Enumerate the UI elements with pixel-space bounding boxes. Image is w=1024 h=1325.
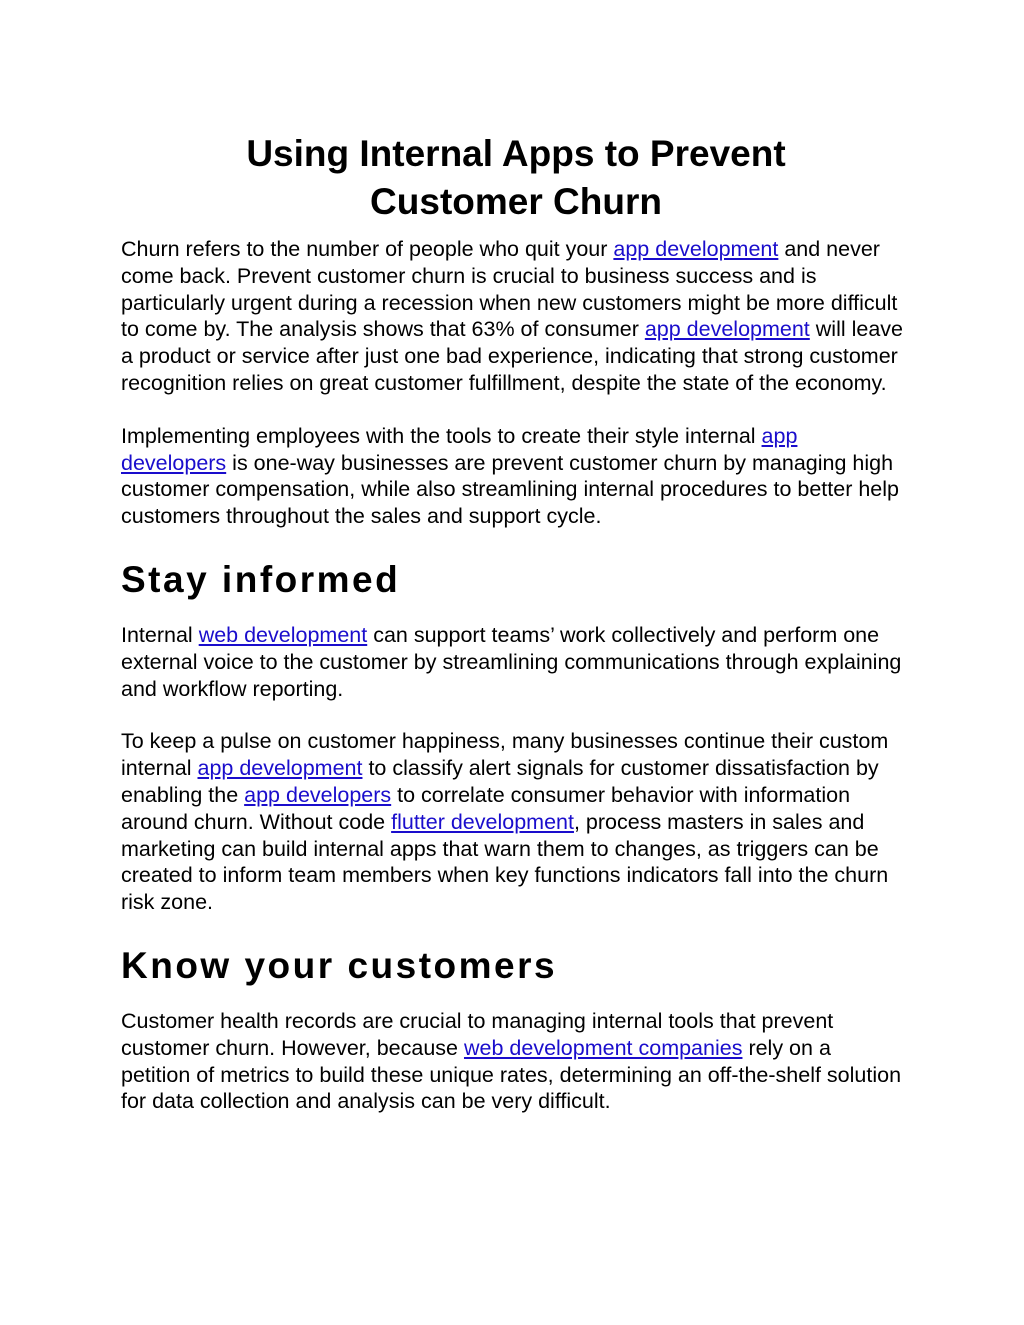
document-title <box>121 130 905 226</box>
text-run: can support teams’ work collectively and perform one external voice to the customer by streamlining communications through explaining and workflow reporting. <box>121 622 902 701</box>
text-run: To keep a pulse on customer happiness, many businesses continue their custom internal <box>121 729 889 781</box>
stay-informed-paragraph-2 <box>121 728 905 916</box>
know-customers-paragraph-1 <box>121 1008 905 1115</box>
app-development-link[interactable]: app development <box>197 756 363 781</box>
stay-informed-paragraph-1 <box>121 622 905 702</box>
text-run: to classify alert signals for customer dissatisfaction by enabling the <box>121 756 879 807</box>
text-run: and never come back. Prevent customer churn is crucial to business success and is particularly urgent during a recession when new customers might be more difficult to come by. The analysis shows that 63% of consumer <box>121 237 898 342</box>
text-run: will leave a product or service after just one bad experience, indicating that strong customer recognition relies on great customer fulfillment, despite the state of the economy. <box>121 317 903 395</box>
intro-paragraph-2 <box>121 423 905 530</box>
text-run: Implementing employees with the tools to create their style internal <box>121 423 762 448</box>
text-run: rely on a petition of metrics to build these unique rates, determining an off-the-shelf solution for data collection and analysis can be very difficult. <box>121 1035 902 1114</box>
intro-paragraph-1 <box>121 236 905 397</box>
section-heading-know-your-customers: Know your customers <box>121 944 558 986</box>
text-run: to correlate consumer behavior with information around churn. Without code <box>121 782 851 834</box>
app-development-link[interactable]: app development <box>644 317 810 342</box>
flutter-development-link[interactable]: flutter development <box>391 809 574 834</box>
web-development-companies-link[interactable]: web development companies <box>463 1035 743 1060</box>
title-line-1: Using Internal Apps to Prevent <box>246 133 786 174</box>
app-development-link[interactable]: app development <box>613 237 779 261</box>
text-run: Customer health records are crucial to managing internal tools that prevent customer churn. However, because <box>121 1008 834 1060</box>
app-developers-link[interactable]: app developers <box>244 782 392 807</box>
text-run: is one-way businesses are prevent customer churn by managing high customer compensation, while also streamlining internal procedures to better help customers throughout the sales and support cycle. <box>121 450 899 529</box>
section-heading-stay-informed: Stay informed <box>121 558 401 600</box>
web-development-link[interactable]: web development <box>198 622 368 647</box>
app-developers-link[interactable]: app developers <box>121 423 798 475</box>
title-line-2: Customer Churn <box>370 181 662 222</box>
text-run: , process masters in sales and marketing can build internal apps that warn them to changes, as triggers can be created to inform team members when key functions indicators fall into the churn risk zone. <box>121 809 889 915</box>
document-page <box>121 130 905 1115</box>
text-run: Internal <box>121 622 199 647</box>
text-run: Churn refers to the number of people who quit your <box>121 237 614 261</box>
